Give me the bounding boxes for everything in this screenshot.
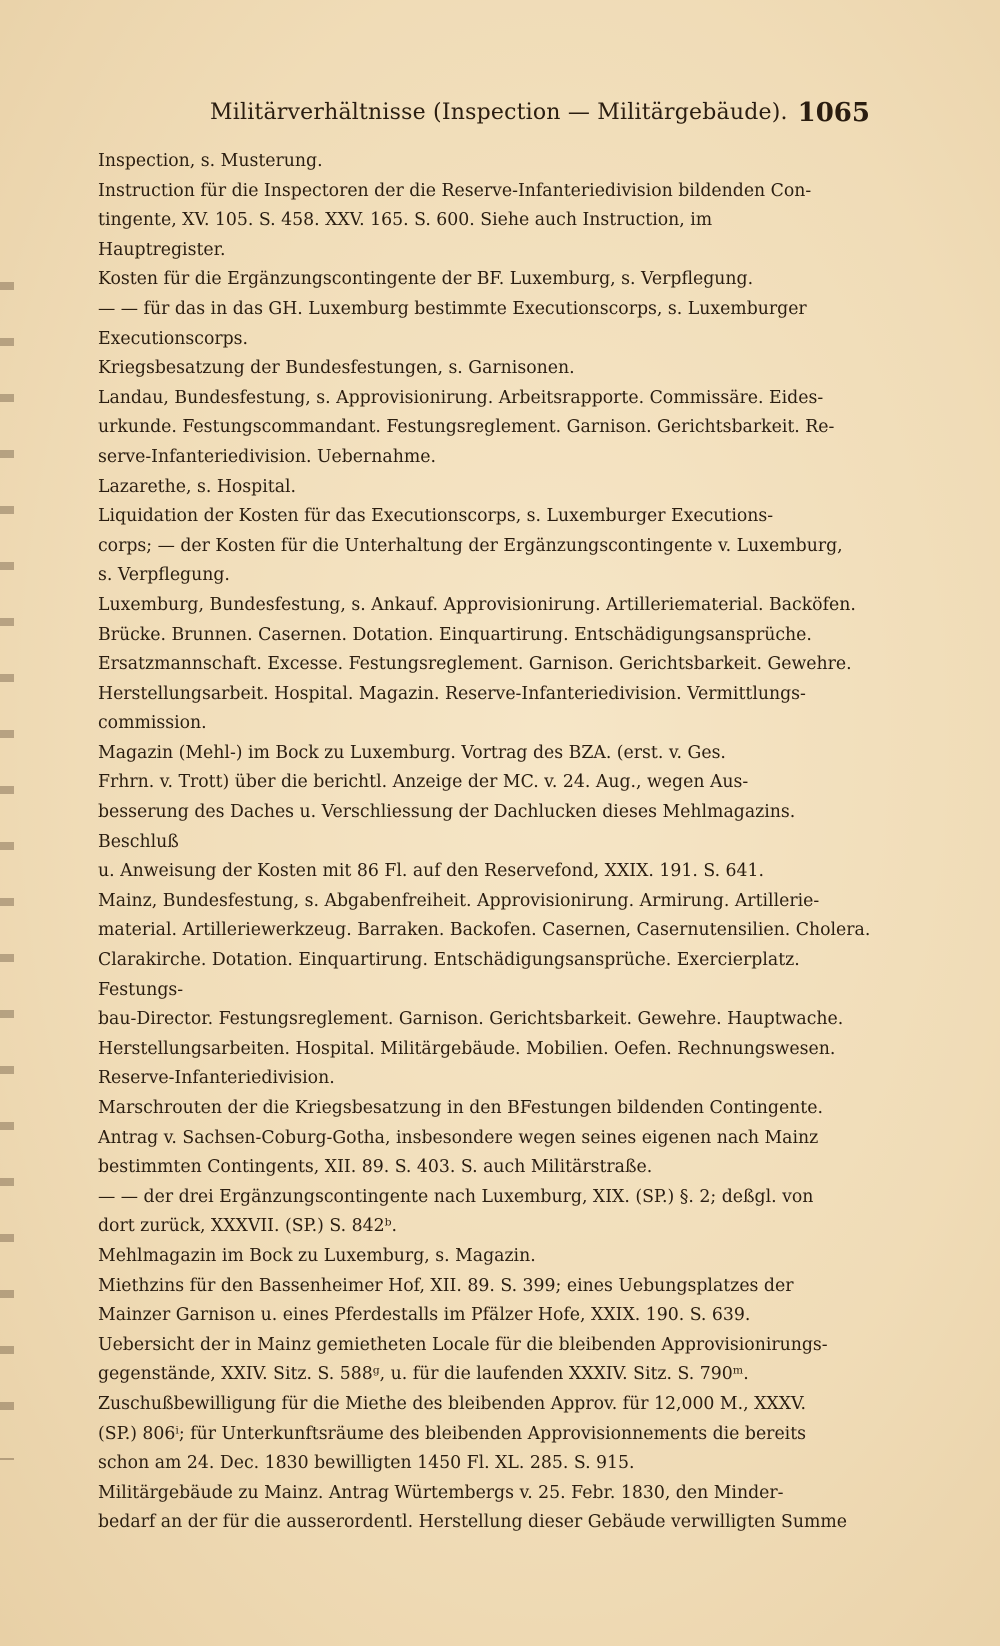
index-line: besserung des Daches u. Verschliessung der Dachlucken dieses Mehlmagazins. Beschluß <box>98 802 796 852</box>
index-line: Landau, Bundesfestung, s. Approvisionirung. Arbeitsrapporte. Commissäre. Eides- <box>98 387 824 408</box>
index-line: Miethzins für den Bassenheimer Hof, XII. 89. S. 399; eines Uebungsplatzes der <box>98 1275 794 1296</box>
index-line: corps; — der Kosten für die Unterhaltung der Ergänzungscontingente v. Luxemburg, <box>98 535 843 556</box>
index-line: Hauptregister. <box>98 239 226 260</box>
index-line: bedarf an der für die ausserordentl. Herstellung dieser Gebäude verwilligten Summe <box>98 1512 847 1533</box>
index-line: u. Anweisung der Kosten mit 86 Fl. auf den Reservefond, XXIX. 191. S. 641. <box>98 861 765 882</box>
index-line: Magazin (Mehl-) im Bock zu Luxemburg. Vortrag des BZA. (erst. v. Ges. <box>98 742 726 763</box>
index-line: Kosten für die Ergänzungscontingente der BF. Luxemburg, s. Verpflegung. <box>98 269 754 290</box>
index-line: Frhrn. v. Trott) über die berichtl. Anzeige der MC. v. 24. Aug., wegen Aus- <box>98 772 749 793</box>
index-line: Antrag v. Sachsen-Coburg-Gotha, insbesondere wegen seines eigenen nach Mainz <box>98 1127 819 1148</box>
index-line: Brücke. Brunnen. Casernen. Dotation. Einquartirung. Entschädigungsansprüche. <box>98 624 812 645</box>
index-line: material. Artilleriewerkzeug. Barraken. Backofen. Casernen, Casernutensilien. Cholera. <box>98 920 871 941</box>
index-line: Luxemburg, Bundesfestung, s. Ankauf. Approvisionirung. Artilleriematerial. Backöfen. <box>98 594 856 615</box>
index-line: Militärgebäude zu Mainz. Antrag Würtembergs v. 25. Febr. 1830, den Minder- <box>98 1482 784 1503</box>
index-line: Inspection, s. Musterung. <box>98 151 323 171</box>
page-number: 1065 <box>797 98 870 128</box>
index-line: Ersatzmannschaft. Excesse. Festungsreglement. Garnison. Gerichtsbarkeit. Gewehre. <box>98 654 852 675</box>
running-header <box>210 100 870 136</box>
index-line: tingente, XV. 105. S. 458. XXV. 165. S. 600. Siehe auch Instruction, im <box>98 210 713 231</box>
index-line: Mainzer Garnison u. eines Pferdestalls im Pfälzer Hofe, XXIX. 190. S. 639. <box>98 1305 751 1326</box>
index-line: Instruction für die Inspectoren der die Reserve-Infanteriedivision bildenden Con- <box>98 180 812 201</box>
index-line: gegenstände, XXIV. Sitz. S. 588ᵍ, u. für die laufenden XXXIV. Sitz. S. 790ᵐ. <box>98 1364 749 1385</box>
index-line: Herstellungsarbeiten. Hospital. Militärgebäude. Mobilien. Oefen. Rechnungswesen. <box>98 1038 836 1059</box>
index-line: dort zurück, XXXVII. (SP.) S. 842ᵇ. <box>98 1216 397 1237</box>
binding-edge <box>0 260 14 1460</box>
index-line: Lazarethe, s. Hospital. <box>98 476 297 497</box>
index-line: Mainz, Bundesfestung, s. Abgabenfreiheit. Approvisionirung. Armirung. Artillerie- <box>98 890 820 911</box>
index-line: Liquidation der Kosten für das Executionscorps, s. Luxemburger Executions- <box>98 506 774 527</box>
index-line: commission. <box>98 713 207 734</box>
index-line: serve-Infanteriedivision. Uebernahme. <box>98 446 436 467</box>
index-line: schon am 24. Dec. 1830 bewilligten 1450 Fl. XL. 285. S. 915. <box>98 1453 635 1474</box>
index-line: Marschrouten der die Kriegsbesatzung in den BFestungen bildenden Contingente. <box>98 1098 823 1118</box>
index-line: Reserve-Infanteriedivision. <box>98 1068 335 1089</box>
index-line: urkunde. Festungscommandant. Festungsreglement. Garnison. Gerichtsbarkeit. Re- <box>98 417 835 438</box>
index-line: Herstellungsarbeit. Hospital. Magazin. Reserve-Infanteriedivision. Vermittlungs- <box>98 683 806 704</box>
index-line: Uebersicht der in Mainz gemietheten Locale für die bleibenden Approvisionirungs- <box>98 1334 828 1355</box>
index-line: — — der drei Ergänzungscontingente nach Luxemburg, XIX. (SP.) §. 2; deßgl. von <box>98 1186 814 1207</box>
index-line: Executionscorps. <box>98 328 249 349</box>
index-line: — — für das in das GH. Luxemburg bestimmte Executionscorps, s. Luxemburger <box>98 298 807 319</box>
index-line: Mehlmagazin im Bock zu Luxemburg, s. Magazin. <box>98 1245 536 1266</box>
index-line: Zuschußbewilligung für die Miethe des bleibenden Approv. für 12,000 M., XXXV. <box>98 1393 806 1414</box>
index-line: (SP.) 806ⁱ; für Unterkunftsräume des bleibenden Approvisionnements die bereits <box>98 1423 807 1444</box>
index-entries <box>98 147 874 1538</box>
index-line: s. Verpflegung. <box>98 565 230 586</box>
header-title: Militärverhältnisse (Inspection — Militärgebäude). <box>210 100 788 125</box>
index-line: Clarakirche. Dotation. Einquartirung. Entschädigungsansprüche. Exercierplatz. Festungs- <box>98 950 800 1000</box>
index-line: bau-Director. Festungsreglement. Garnison. Gerichtsbarkeit. Gewehre. Hauptwache. <box>98 1009 844 1030</box>
index-line: bestimmten Contingents, XII. 89. S. 403. S. auch Militärstraße. <box>98 1157 653 1178</box>
index-line: Kriegsbesatzung der Bundesfestungen, s. Garnisonen. <box>98 358 575 379</box>
